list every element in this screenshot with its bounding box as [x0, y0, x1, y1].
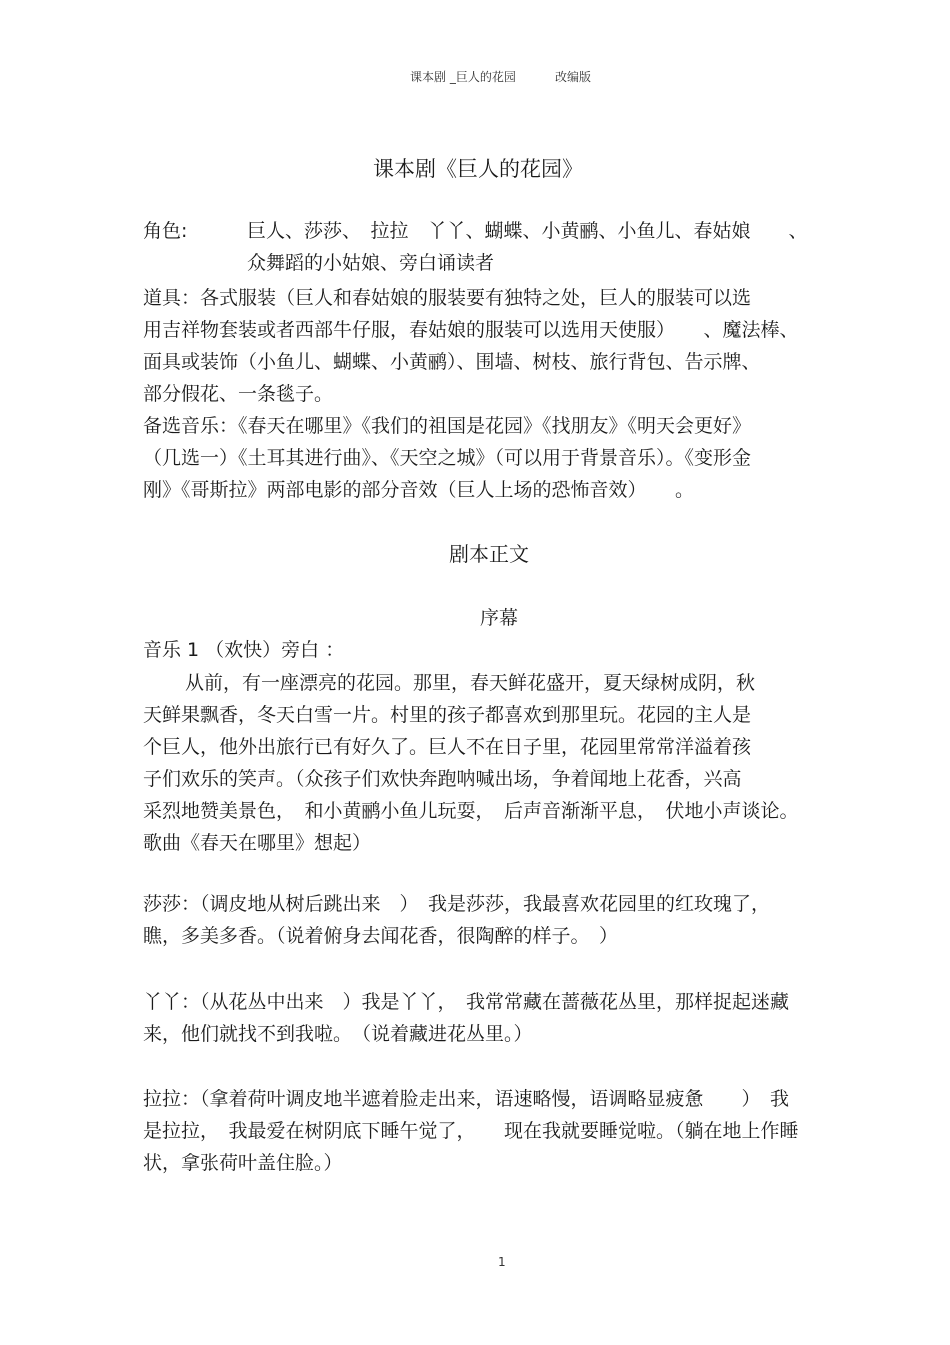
narration-line: 天鲜果飘香，冬天白雪一片。村里的孩子都喜欢到那里玩。花园的主人是 — [143, 704, 752, 726]
roles-label: 角色: — [143, 220, 188, 242]
music-line: （几选一）《土耳其进行曲》、《天空之城》（可以用于背景音乐）。《变形金 — [143, 447, 752, 469]
music-line: 备选音乐：《春天在哪里》《我们的祖国是花园》《找朋友》《明天会更好》 — [143, 415, 752, 437]
header-title: 课本剧 _巨人的花园 — [410, 70, 516, 84]
narration-line: 子们欢乐的笑声。（众孩子们欢快奔跑呐喊出场，争着闻地上花香，兴高 — [143, 768, 742, 790]
dialogue-yaya-line: 来，他们就找不到我啦。 （说着藏进花丛里。） — [143, 1023, 533, 1045]
narration-line: 采烈地赞美景色， 和小黄鹂小鱼儿玩耍， 后声音渐渐平息， 伏地小声谈论。 — [143, 800, 799, 822]
roles-line-1: 巨人、莎莎、 拉拉 丫丫、蝴蝶、小黄鹂、小鱼儿、春姑娘 、 — [247, 220, 808, 242]
section-title: 剧本正文 — [449, 542, 529, 566]
roles-line-2: 众舞蹈的小姑娘、旁白诵读者 — [247, 252, 495, 274]
music-line: 刚》《哥斯拉》两部电影的部分音效（巨人上场的恐怖音效） 。 — [143, 479, 695, 501]
narration-line: 歌曲《春天在哪里》想起） — [143, 832, 372, 854]
page-number: 1 — [498, 1255, 506, 1269]
dialogue-lala-line: 是拉拉， 我最爱在树阴底下睡午觉了， 现在我就要睡觉啦。（躺在地上作睡 — [143, 1120, 799, 1142]
dialogue-lala-line: 状，拿张荷叶盖住脸。） — [143, 1152, 343, 1174]
dialogue-lala-line: 拉拉：（拿着荷叶调皮地半遮着脸走出来，语速略慢，语调略显疲惫 ） 我 — [143, 1088, 790, 1110]
props-line: 部分假花、一条毯子。 — [143, 383, 334, 405]
prologue-title: 序幕 — [480, 607, 519, 629]
narration-line: 从前，有一座漂亮的花园。那里，春天鲜花盛开，夏天绿树成阴，秋 — [185, 672, 756, 694]
dialogue-sasha-line: 瞧，多美多香。（说着俯身去闻花香，很陶醉的样子。 ） — [143, 925, 619, 947]
music-cue: 音乐 1 （欢快）旁白 ： — [143, 639, 345, 661]
dialogue-sasha-line: 莎莎：（调皮地从树后跳出来 ） 我是莎莎，我最喜欢花园里的红玫瑰了， — [143, 893, 771, 915]
props-line: 道具：各式服装（巨人和春姑娘的服装要有独特之处，巨人的服装可以选 — [143, 287, 752, 309]
props-line: 面具或装饰（小鱼儿、蝴蝶、小黄鹂）、围墙、树枝、旅行背包、告示牌、 — [143, 351, 761, 373]
narration-line: 个巨人，他外出旅行已有好久了。巨人不在日子里，花园里常常洋溢着孩 — [143, 736, 752, 758]
dialogue-yaya-line: 丫丫：（从花丛中出来 ）我是丫丫， 我常常藏在蔷薇花丛里，那样捉起迷藏 — [143, 991, 790, 1013]
props-line: 用吉祥物套装或者西部牛仔服，春姑娘的服装可以选用天使服） 、魔法棒、 — [143, 319, 799, 341]
document-title: 课本剧《巨人的花园》 — [373, 157, 583, 181]
header-edition: 改编版 — [555, 70, 592, 84]
